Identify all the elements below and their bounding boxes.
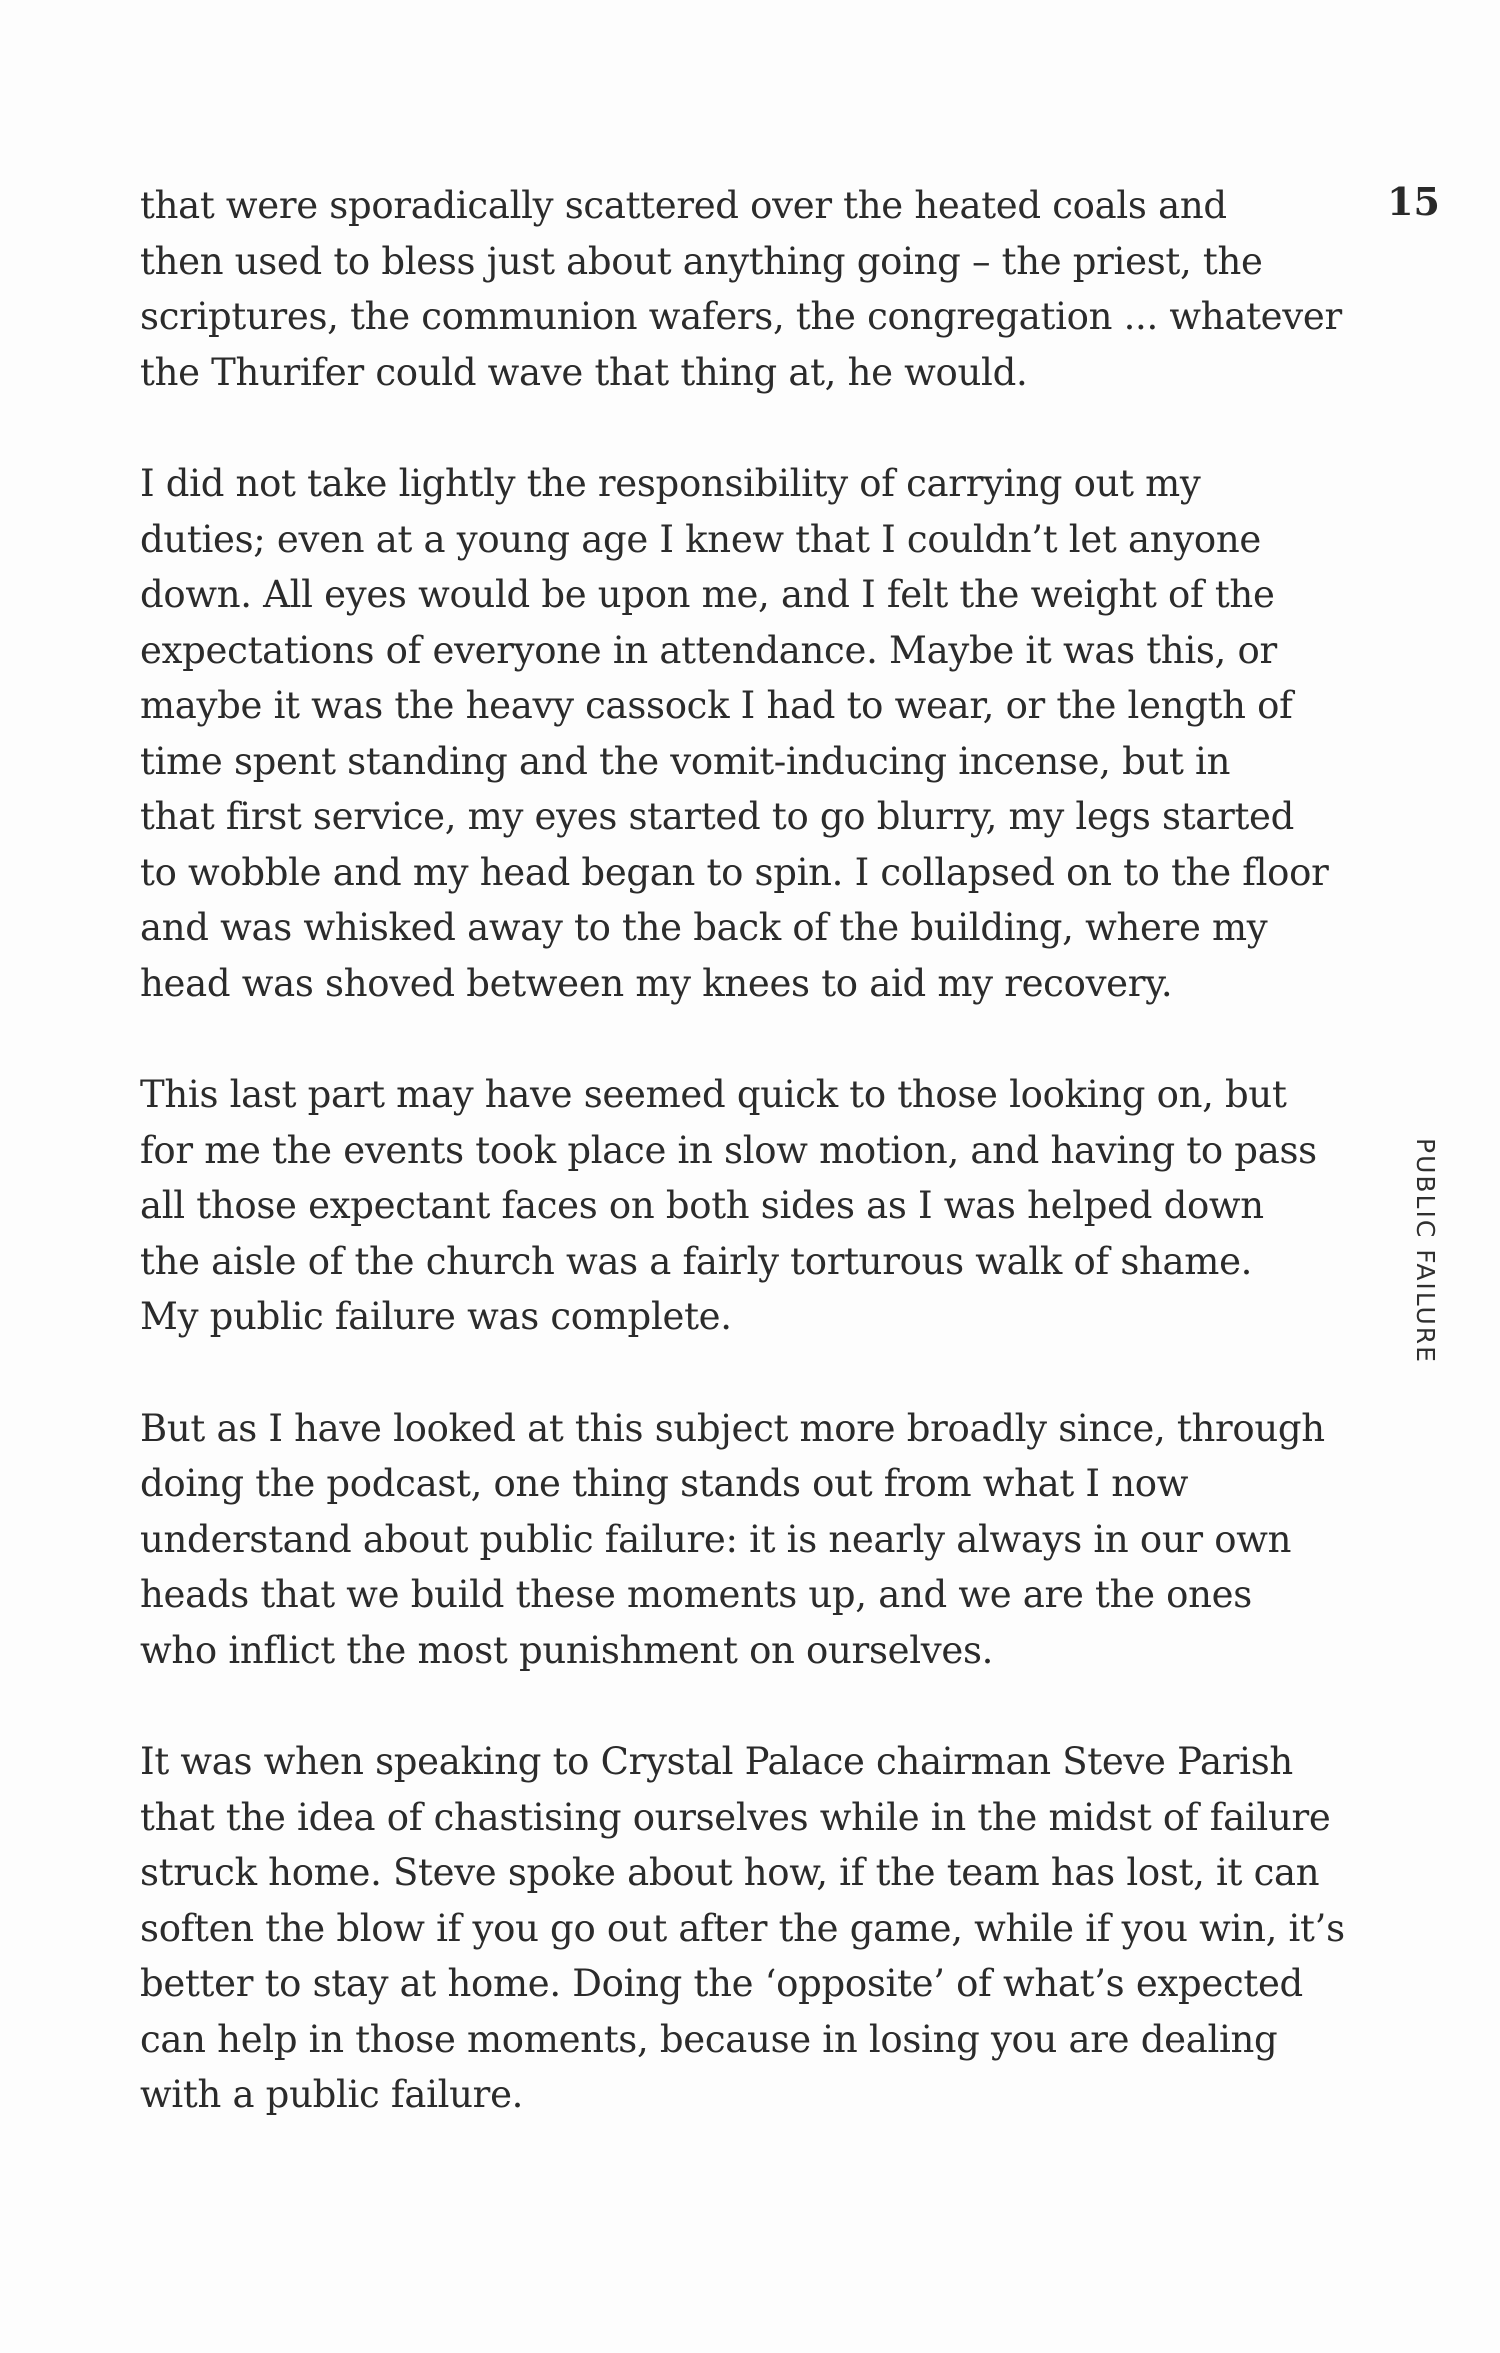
text-line: time spent standing and the vomit-inducing incense, but in <box>140 739 1231 783</box>
text-line: with a public failure. <box>140 2073 524 2116</box>
text-line: duties; even at a young age I knew that I couldn’t let anyone <box>140 517 1261 561</box>
paragraph-3 <box>140 1067 1320 1345</box>
text-line: and was whisked away to the back of the building, where my <box>140 906 1268 949</box>
text-line: all those expectant faces on both sides as I was helped down <box>140 1184 1264 1227</box>
text-line: can help in those moments, because in losing you are dealing <box>140 2017 1278 2061</box>
text-line: better to stay at home. Doing the ‘opposite’ of what’s expected <box>140 1962 1303 2005</box>
running-head: PUBLIC FAILURE <box>1411 1138 1440 1364</box>
text-line: down. All eyes would be upon me, and I felt the weight of the <box>140 573 1275 616</box>
paragraph-4 <box>140 1401 1325 1679</box>
text-line: doing the podcast, one thing stands out from what I now <box>140 1462 1189 1505</box>
text-line: head was shoved between my knees to aid my recovery. <box>140 961 1173 1005</box>
text-line: scriptures, the communion wafers, the congregation ... whatever <box>140 295 1342 338</box>
text-line: I did not take lightly the responsibility of carrying out my <box>140 462 1201 505</box>
text-line: maybe it was the heavy cassock I had to wear, or the length of <box>140 684 1293 727</box>
text-line: heads that we build these moments up, and we are the ones <box>140 1573 1252 1616</box>
text-line: struck home. Steve spoke about how, if the team has lost, it can <box>140 1851 1320 1894</box>
paragraph-1 <box>140 178 1342 400</box>
paragraph-5 <box>140 1734 1345 2123</box>
text-line: that were sporadically scattered over the heated coals and <box>140 184 1227 227</box>
text-line: But as I have looked at this subject more broadly since, through <box>140 1406 1325 1450</box>
text-line: expectations of everyone in attendance. Maybe it was this, or <box>140 628 1277 672</box>
text-line: that first service, my eyes started to go blurry, my legs started <box>140 795 1295 838</box>
body-text <box>140 178 1345 2179</box>
text-line: the aisle of the church was a fairly torturous walk of shame. <box>140 1239 1253 1283</box>
text-line: the Thurifer could wave that thing at, he would. <box>140 350 1028 394</box>
text-line: who inflict the most punishment on ourselves. <box>140 1628 994 1672</box>
page-number: 15 <box>1387 179 1440 224</box>
text-line: This last part may have seemed quick to those looking on, but <box>140 1073 1287 1116</box>
text-line: then used to bless just about anything going – the priest, the <box>140 239 1263 283</box>
text-line: My public failure was complete. <box>140 1295 732 1338</box>
text-line: It was when speaking to Crystal Palace chairman Steve Parish <box>140 1740 1293 1783</box>
paragraph-2 <box>140 456 1329 1011</box>
text-line: for me the events took place in slow motion, and having to pass <box>140 1128 1317 1172</box>
text-line: that the idea of chastising ourselves while in the midst of failure <box>140 1795 1331 1839</box>
text-line: soften the blow if you go out after the game, while if you win, it’s <box>140 1906 1345 1950</box>
text-line: understand about public failure: it is nearly always in our own <box>140 1517 1292 1561</box>
text-line: to wobble and my head began to spin. I collapsed on to the floor <box>140 850 1329 894</box>
